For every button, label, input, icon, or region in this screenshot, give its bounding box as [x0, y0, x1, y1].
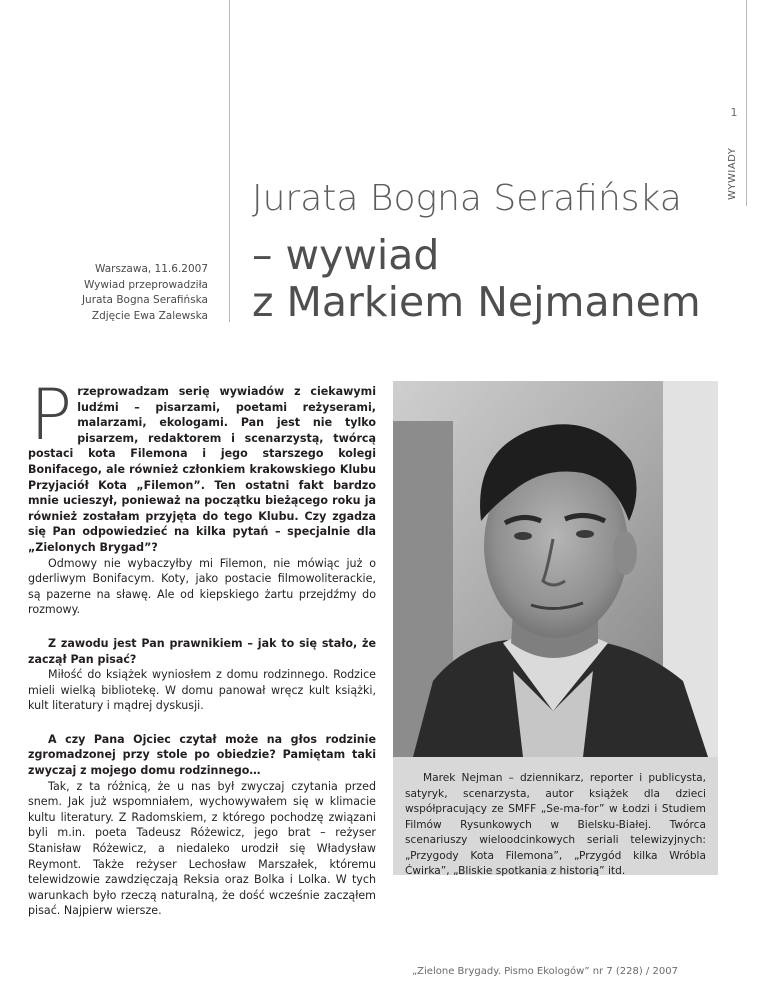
- title-line-3: z Markiem Nejmanem: [252, 278, 701, 326]
- interviewer-name: Jurata Bogna Serafińska: [81, 294, 208, 306]
- place-date: Warszawa, 11.6.2007: [94, 263, 208, 275]
- title-line-2: – wywiad: [252, 231, 440, 279]
- margin-divider-line: [746, 0, 747, 206]
- answer-2: Miłość do książek wyniosłem z domu rodzinnego. Rodzice mieli wielką bibliotekę. W domu panował wręcz kult książki, kult literatury i mądrej dyskusji.: [28, 668, 376, 713]
- page-number: 1: [730, 106, 738, 119]
- intro-text: rzeprowadzam serię wywiadów z ciekawymi ludźmi – pisarzami, poetami reżyserami, malarzami, ekologami. Pan jest nie tylko pisarzem, redaktorem i scenarzystą, twórcą postaci kota Filemona i jego starszego kolegi Bonifacego, ale również członkiem krakowskiego Klubu Przyjaciół Kota „Filemon”. Ten ostatni fakt bardzo mnie ucieszył, ponieważ na początku bieżącego roku ja również zostałam przyjęta do tego Klubu. Czy zgadza się Pan odpowiedzieć na kilka pytań – specjalnie dla „Zielonych Brygad”?: [28, 385, 376, 554]
- question-3: A czy Pana Ojciec czytał może na głos rodzinie zgromadzonej przy stole po obiedzie? Pamiętam taki zwyczaj z mojego domu rodzinnego…: [28, 732, 376, 778]
- article-title: [252, 176, 722, 326]
- interview-by-label: Wywiad przeprowadziła: [83, 278, 208, 291]
- title-author: Jurata Bogna Serafińska: [252, 178, 682, 219]
- article-meta: [30, 262, 208, 324]
- photo-credit: Zdjęcie Ewa Zalewska: [91, 309, 208, 322]
- section-label: WYWIADY: [727, 147, 738, 200]
- answer-1: Odmowy nie wybaczyłby mi Filemon, nie mówiąc już o gderliwym Bonifacym. Koty, jako postacie filmowoliterackie, są pazerne na sławę. Ale od kiepskiego żartu przejdźmy do rozmowy.: [28, 556, 376, 617]
- footer-source: „Zielone Brygady. Pismo Ekologów” nr 7 (228) / 2007: [412, 966, 678, 977]
- portrait-photo: [393, 381, 718, 757]
- question-2: Z zawodu jest Pan prawnikiem – jak to się stało, że zaczął Pan pisać?: [28, 636, 376, 666]
- drop-cap: P: [30, 374, 73, 456]
- intro-question: [28, 374, 376, 556]
- portrait-illustration: [393, 381, 718, 757]
- column-divider-line: [229, 0, 230, 322]
- answer-3: Tak, z ta różnicą, że u nas był zwyczaj czytania przed snem. Jak już wspomniałem, wychowywałem się w klimacie kultu literatury. Z Radomskiem, z którego pochodzę związani byli m.in. poeta Tadeusz Różewicz, jego brat – reżyser Stanisław Różewicz, a niedaleko urodził się Władysław Reymont. Także reżyser Lechosław Marszałek, któremu telewidzowie zawdzięczają Reksia oraz Bolka i Lolka. W tych warunkach było rzeczą naturalną, że dość wcześnie zacząłem pisać. Najpierw wiersze.: [28, 779, 376, 918]
- photo-caption: Marek Nejman – dziennikarz, reporter i publicysta, satyryk, scenarzysta, autor książek dla dzieci współpracujący ze SMFF „Se-ma-for” w Łodzi i Studiem Filmów Rysunkowych w Bielsku-Białej. Twórca scenariuszy wieloodcinkowych seriali telewizyjnych: „Przygody Kota Filemona”, „Przygód kilka Wróbla Ćwirka”, „Bliskie spotkania z historią” itd.: [393, 757, 718, 875]
- article-body: [28, 374, 376, 919]
